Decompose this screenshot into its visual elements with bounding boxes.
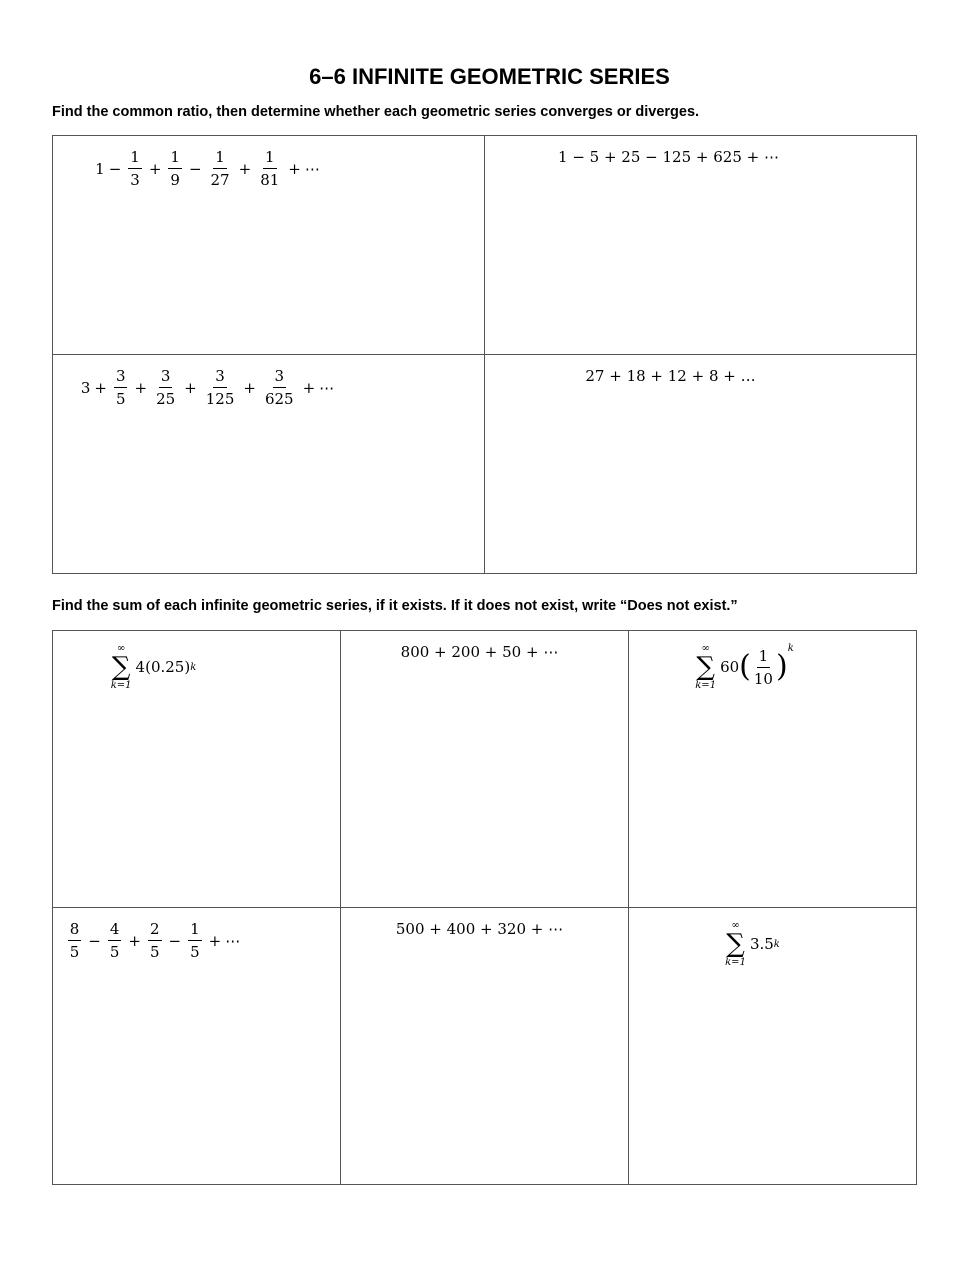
fraction bbox=[108, 920, 122, 961]
sum-cell-1[interactable] bbox=[53, 631, 341, 908]
term: 3 bbox=[80, 378, 91, 397]
denominator: 5 bbox=[115, 390, 126, 408]
operator: − bbox=[108, 159, 122, 178]
sum-cell-2[interactable] bbox=[341, 631, 629, 908]
summation bbox=[695, 643, 716, 691]
problem-cell-4[interactable] bbox=[485, 355, 917, 574]
operator: + bbox=[208, 931, 222, 950]
page-title: 6–6 INFINITE GEOMETRIC SERIES bbox=[309, 64, 670, 89]
problem-cell-1[interactable] bbox=[53, 136, 485, 355]
instructions-part1: Find the common ratio, then determine whether each geometric series converges or diverges. bbox=[52, 104, 700, 120]
denominator: 5 bbox=[109, 943, 120, 961]
denominator: 5 bbox=[190, 943, 200, 961]
operator: + bbox=[302, 378, 316, 397]
fraction bbox=[263, 367, 296, 408]
series-expression-4: 27 + 18 + 12 + 8 + … bbox=[585, 367, 756, 385]
summation bbox=[111, 643, 132, 691]
term: 4(0.25) bbox=[135, 658, 191, 676]
coefficient: 60 bbox=[720, 658, 740, 676]
exponent: k bbox=[190, 661, 197, 673]
sigma-expression-3 bbox=[725, 920, 780, 968]
operator: − bbox=[168, 931, 182, 950]
series-expression-7: 500 + 400 + 320 + ⋯ bbox=[395, 920, 564, 938]
fraction bbox=[168, 148, 182, 189]
term: 3.5 bbox=[749, 935, 774, 953]
operator: + bbox=[288, 159, 301, 178]
left-paren: ( bbox=[739, 649, 751, 684]
numerator: 1 bbox=[188, 920, 202, 941]
numerator: 3 bbox=[114, 367, 128, 388]
numerator: 3 bbox=[213, 367, 227, 388]
problem-cell-2[interactable] bbox=[485, 136, 917, 355]
exponent: k bbox=[773, 938, 780, 950]
operator: + bbox=[238, 159, 252, 178]
operator: − bbox=[188, 159, 202, 178]
numerator: 1 bbox=[757, 647, 771, 668]
ellipsis: ⋯ bbox=[304, 159, 320, 178]
sigma-symbol: ∑ bbox=[726, 929, 745, 959]
numerator: 1 bbox=[263, 148, 277, 169]
upper-limit: ∞ bbox=[731, 920, 740, 931]
instructions-part2: Find the sum of each infinite geometric series, if it exists. If it does not exist, write “Does not exist.” bbox=[52, 598, 738, 614]
fraction bbox=[154, 367, 177, 408]
fraction bbox=[752, 647, 775, 688]
ellipsis: ⋯ bbox=[319, 378, 335, 397]
denominator: 125 bbox=[205, 390, 235, 408]
operator: + bbox=[243, 378, 256, 397]
operator: + bbox=[128, 931, 141, 950]
operator: + bbox=[94, 378, 107, 397]
sigma-symbol: ∑ bbox=[111, 652, 131, 682]
part1-grid bbox=[52, 135, 917, 574]
series-expression-5: 800 + 200 + 50 + ⋯ bbox=[400, 643, 559, 661]
problem-cell-3[interactable] bbox=[53, 355, 485, 574]
lower-limit: k=1 bbox=[110, 680, 132, 691]
sum-cell-4[interactable] bbox=[53, 908, 341, 1185]
denominator: 625 bbox=[264, 390, 294, 408]
denominator: 9 bbox=[170, 171, 180, 189]
numerator: 4 bbox=[108, 920, 122, 941]
fraction bbox=[68, 920, 82, 961]
series-expression-1 bbox=[95, 148, 320, 189]
fraction bbox=[209, 148, 232, 189]
series-expression-3 bbox=[81, 367, 334, 408]
ellipsis: ⋯ bbox=[225, 931, 241, 950]
numerator: 8 bbox=[68, 920, 82, 941]
sum-cell-5[interactable] bbox=[341, 908, 629, 1185]
term: 1 bbox=[95, 159, 105, 178]
numerator: 1 bbox=[213, 148, 227, 169]
upper-limit: ∞ bbox=[701, 643, 710, 654]
series-expression-2: 1 − 5 + 25 − 125 + 625 + ⋯ bbox=[558, 148, 779, 166]
operator: + bbox=[148, 159, 162, 178]
operator: + bbox=[134, 378, 148, 397]
sigma-expression-2 bbox=[695, 643, 794, 691]
upper-limit: ∞ bbox=[116, 643, 126, 654]
sigma-symbol: ∑ bbox=[696, 652, 715, 682]
fraction bbox=[204, 367, 237, 408]
operator: − bbox=[88, 931, 101, 950]
series-expression-6 bbox=[65, 920, 241, 961]
denominator: 5 bbox=[150, 943, 160, 961]
operator: + bbox=[184, 378, 197, 397]
exponent: k bbox=[787, 643, 794, 654]
sum-cell-3[interactable] bbox=[629, 631, 917, 908]
lower-limit: k=1 bbox=[725, 957, 746, 968]
part2-grid bbox=[52, 630, 917, 1185]
numerator: 3 bbox=[159, 367, 173, 388]
denominator: 81 bbox=[260, 171, 280, 189]
denominator: 25 bbox=[156, 390, 176, 408]
fraction bbox=[114, 367, 128, 408]
sigma-expression-1 bbox=[111, 643, 197, 691]
numerator: 3 bbox=[273, 367, 287, 388]
denominator: 27 bbox=[210, 171, 230, 189]
right-paren: ) bbox=[775, 649, 788, 684]
numerator: 1 bbox=[128, 148, 142, 169]
fraction bbox=[188, 920, 202, 961]
fraction bbox=[148, 920, 162, 961]
denominator: 10 bbox=[753, 669, 773, 688]
summation bbox=[725, 920, 746, 968]
sum-cell-6[interactable] bbox=[629, 908, 917, 1185]
fraction bbox=[258, 148, 281, 189]
fraction bbox=[128, 148, 142, 189]
numerator: 2 bbox=[148, 920, 162, 941]
denominator: 3 bbox=[130, 171, 140, 189]
denominator: 5 bbox=[69, 943, 80, 961]
numerator: 1 bbox=[168, 148, 182, 169]
lower-limit: k=1 bbox=[695, 680, 717, 691]
